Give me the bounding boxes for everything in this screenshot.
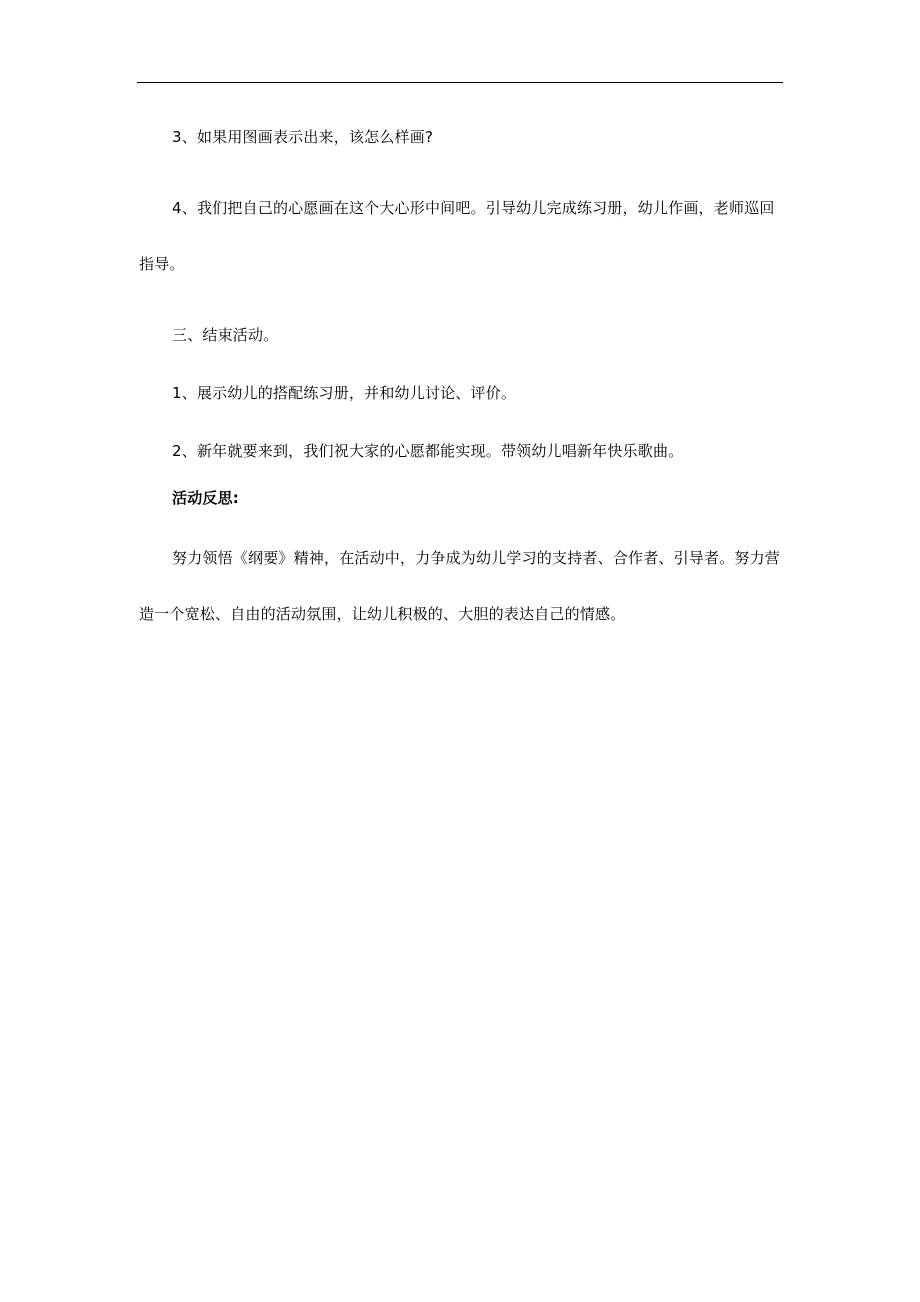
header-rule bbox=[137, 82, 783, 83]
paragraph-step-4: 4、我们把自己的心愿画在这个大心形中间吧。引导幼儿完成练习册，幼儿作画，老师巡回指导。 bbox=[139, 199, 775, 273]
paragraph-end-step-2: 2、新年就要来到，我们祝大家的心愿都能实现。带领幼儿唱新年快乐歌曲。 bbox=[172, 442, 684, 460]
reflection-paragraph: 努力领悟《纲要》精神，在活动中，力争成为幼儿学习的支持者、合作者、引导者。努力营造一个宽松、自由的活动氛围，让幼儿积极的、大胆的表达自己的情感。 bbox=[139, 549, 781, 623]
reflection-heading: 活动反思: bbox=[172, 489, 239, 507]
section-heading-end-activity: 三、结束活动。 bbox=[172, 326, 279, 344]
paragraph-step-3: 3、如果用图画表示出来，该怎么样画? bbox=[172, 128, 434, 146]
paragraph-end-step-1: 1、展示幼儿的搭配练习册，并和幼儿讨论、评价。 bbox=[172, 384, 517, 402]
document-body bbox=[139, 122, 785, 642]
